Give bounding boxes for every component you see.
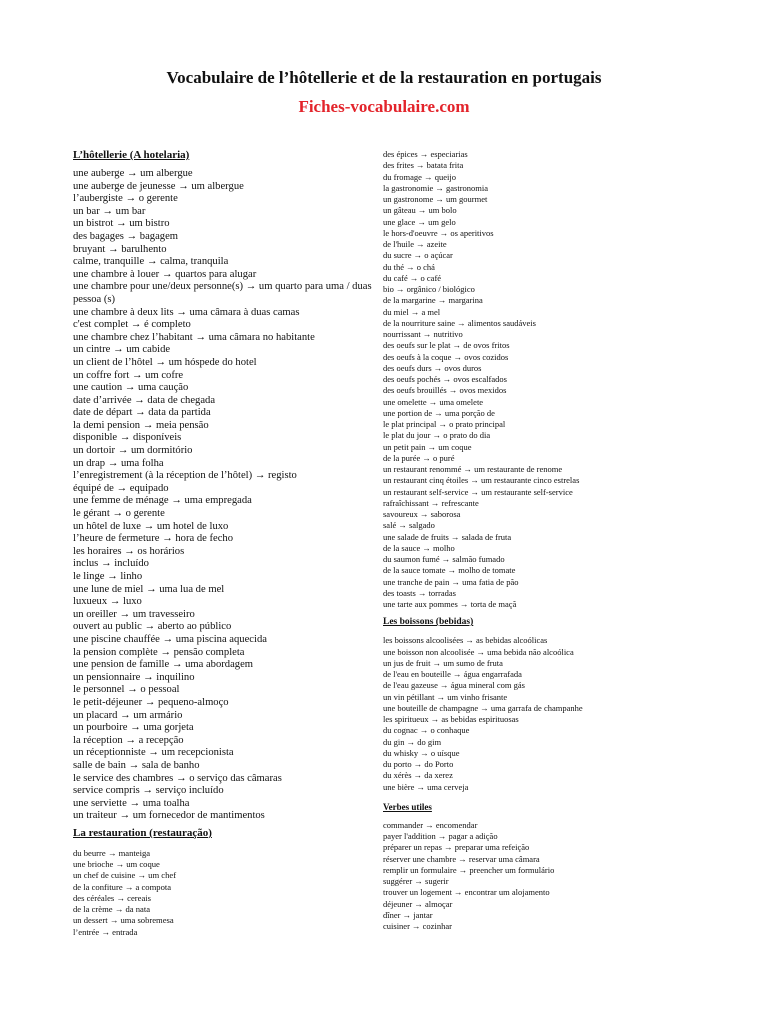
vocab-item: un oreiller → um travesseiro xyxy=(73,608,195,620)
vocab-item: salé → salgado xyxy=(383,520,435,531)
vocab-item: dîner → jantar xyxy=(383,909,433,920)
vocab-item: les spiritueux → as bebidas espirituosas xyxy=(383,714,519,724)
vocab-item: de la crème → da nata xyxy=(73,904,151,915)
vocab-item: une lune de miel → uma lua de mel xyxy=(73,583,225,595)
vocab-item: une piscine chauffée → uma piscina aquecida xyxy=(73,633,267,645)
vocab-item: un restaurant cinq étoiles → um restaurante cinco estrelas xyxy=(383,475,580,486)
vocab-item: l’aubergiste → o gerente xyxy=(73,193,178,205)
vocab-item: un gâteau → um bolo xyxy=(383,205,457,216)
vocab-item: du saumon fumé → salmão fumado xyxy=(383,554,505,564)
vocab-item: des bagages → bagagem xyxy=(73,230,179,242)
section-heading-boissons: Les boissons (bebidas) xyxy=(383,617,474,628)
vocab-item: un restaurant self-service → um restaurante self-service xyxy=(383,486,573,497)
vocab-item: un placard → um armário xyxy=(73,709,183,721)
vocab-item: réserver une chambre → reservar uma câmara xyxy=(383,853,540,864)
vocab-item: du cognac → o conhaque xyxy=(383,725,470,736)
vocab-item: une boisson non alcoolisée → uma bebida não alcoólica xyxy=(383,646,574,657)
vocab-item: une pension de famille → uma abordagem xyxy=(73,659,254,671)
vocab-item: du beurre → manteiga xyxy=(73,847,151,858)
vocab-item: un dessert → uma sobremesa xyxy=(73,915,174,926)
vocab-item: des oeufs à la coque → ovos cozidos xyxy=(383,351,509,362)
vocab-item: suggérer → sugerir xyxy=(383,876,449,886)
vocab-item: un jus de fruit → um sumo de fruta xyxy=(383,657,503,668)
vocab-item: du porto → do Porto xyxy=(383,759,454,769)
vocab-item: un pourboire → uma gorjeta xyxy=(73,722,194,734)
vocab-item: les horaires → os horários xyxy=(73,545,185,557)
vocab-item: un dortoir → um dormitório xyxy=(73,445,193,457)
vocab-item: un cintre → um cabide xyxy=(73,344,171,356)
vocab-item: bio → orgânico / biológico xyxy=(383,284,475,294)
vocab-item: des oeufs sur le plat → de ovos fritos xyxy=(383,340,510,351)
list-hotellerie xyxy=(73,168,385,823)
vocab-item: salle de bain → sala de banho xyxy=(73,759,200,771)
vocab-item: un bar → um bar xyxy=(73,205,146,217)
page-title: Vocabulaire de l’hôtellerie et de la restauration en portugais xyxy=(166,68,602,87)
vocab-item: le personnel → o pessoal xyxy=(73,684,180,696)
vocab-item: l’enregistrement (à la réception de l’hôtel) → registo xyxy=(73,470,297,482)
vocab-item: des oeufs pochés → ovos escalfados xyxy=(383,374,507,384)
vocab-item: une salade de fruits → salada de fruta xyxy=(383,531,512,542)
vocab-item: un chef de cuisine → um chef xyxy=(73,870,177,881)
vocab-item: un vin pétillant → um vinho frisante xyxy=(383,691,508,702)
vocab-item: inclus → incluído xyxy=(73,558,149,570)
vocab-item: la gastronomie → gastronomia xyxy=(383,182,489,193)
vocab-item: une auberge de jeunesse → um albergue xyxy=(73,180,244,192)
vocab-item: une tranche de pain → uma fatia de pão xyxy=(383,576,519,587)
vocab-item: l’heure de fermeture → hora de fecho xyxy=(73,533,233,545)
vocab-item: le hors-d'oeuvre → os aperitivos xyxy=(383,227,494,238)
vocab-item: une chambre pour une/deux personne(s) → um quarto para uma / duas pessoa (s) xyxy=(73,281,372,305)
vocab-item: une auberge → um albergue xyxy=(73,168,193,179)
vocab-item: une femme de ménage → uma empregada xyxy=(73,495,252,507)
vocab-item: un gastronome → um gourmet xyxy=(383,194,488,204)
vocab-item: date d’arrivée → data de chegada xyxy=(73,394,216,406)
vocab-item: du café → o café xyxy=(383,272,442,283)
vocab-item: payer l'addition → pagar a adição xyxy=(383,831,498,841)
vocab-item: du whisky → o uísque xyxy=(383,747,460,758)
vocab-item: de l'eau en bouteille → água engarrafada xyxy=(383,669,522,679)
vocab-item: des toasts → torradas xyxy=(383,587,456,598)
vocab-item: le plat du jour → o prato do dia xyxy=(383,430,491,441)
vocab-item: nourrissant → nutritivo xyxy=(383,329,463,339)
vocab-item: du xérès → da xerez xyxy=(383,770,453,781)
vocab-item: un pensionnaire → inquilino xyxy=(73,671,195,683)
vocab-item: du thé → o chá xyxy=(383,261,435,272)
vocab-item: du gin → do gim xyxy=(383,736,442,747)
vocab-item: le petit-déjeuner → pequeno-almoço xyxy=(73,696,229,708)
site-name: Fiches-vocabulaire.com xyxy=(298,97,470,116)
vocab-item: une brioche → um coque xyxy=(73,859,160,870)
vocab-item: le plat principal → o prato principal xyxy=(383,419,506,429)
vocab-item: savoureux → saborosa xyxy=(383,509,461,519)
vocab-item: les boissons alcoolisées → as bebidas alcoólicas xyxy=(383,635,548,646)
section-heading-hotellerie: L’hôtellerie (A hotelaria) xyxy=(73,149,190,161)
vocab-item: ouvert au public → aberto ao público xyxy=(73,621,232,633)
vocab-item: la pension complète → pensão completa xyxy=(73,646,245,658)
vocab-item: équipé de → equipado xyxy=(73,482,169,494)
vocab-item: l’entrée → entrada xyxy=(73,926,138,937)
vocab-item: une glace → um gelo xyxy=(383,216,456,227)
vocab-item: de la margarine → margarina xyxy=(383,295,483,306)
vocab-item: bruyant → barulhento xyxy=(73,243,167,255)
list-boissons xyxy=(383,635,768,793)
vocab-item: préparer un repas → preparar uma refeição xyxy=(383,842,530,853)
vocab-item: commander → encomendar xyxy=(383,819,478,830)
vocab-item: des céréales → cereais xyxy=(73,892,152,903)
vocab-item: une serviette → uma toalha xyxy=(73,797,190,809)
vocab-item: une bière → uma cerveja xyxy=(383,781,469,792)
vocab-item: rafraîchissant → refrescante xyxy=(383,497,479,508)
section-heading-verbes: Verbes utiles xyxy=(383,801,432,812)
right-column xyxy=(383,149,768,932)
vocab-item: la réception → a recepção xyxy=(73,734,184,746)
vocab-item: un client de l’hôtel → um hóspede do hotel xyxy=(73,356,257,368)
vocab-item: une portion de → uma porção de xyxy=(383,407,495,418)
vocab-item: trouver un logement → encontrar um alojamento xyxy=(383,887,550,898)
vocab-item: un réceptionniste → um recepcionista xyxy=(73,747,234,759)
vocab-item: des frites → batata frita xyxy=(383,160,464,171)
vocab-item: luxueux → luxo xyxy=(73,596,142,608)
vocab-item: c'est complet → é completo xyxy=(73,319,191,331)
vocab-item: la demi pension → meia pensão xyxy=(73,419,209,431)
vocab-item: le gérant → o gerente xyxy=(73,508,165,520)
vocab-item: de la purée → o puré xyxy=(383,452,455,463)
vocab-item: cuisiner → cozinhar xyxy=(383,921,452,931)
vocab-item: un coffre fort → um cofre xyxy=(73,369,184,381)
vocab-item: une tarte aux pommes → torta de maçã xyxy=(383,599,517,609)
vocab-item: un traiteur → um fornecedor de mantimentos xyxy=(73,810,265,822)
vocab-item: de la sauce tomate → molho de tomate xyxy=(383,565,516,576)
vocab-item: du fromage → queijo xyxy=(383,171,456,182)
section-heading-restauration: La restauration (restauração) xyxy=(73,826,212,839)
vocab-item: une chambre à louer → quartos para alugar xyxy=(73,268,257,280)
vocab-item: des oeufs brouillés → ovos mexidos xyxy=(383,385,507,396)
vocab-item: un drap → uma folha xyxy=(73,457,164,469)
vocab-item: de la sauce → molho xyxy=(383,542,455,553)
vocab-item: un hôtel de luxe → um hotel de luxo xyxy=(73,520,229,532)
list-restauration-part2 xyxy=(383,149,768,610)
vocab-item: déjeuner → almoçar xyxy=(383,898,453,909)
vocab-item: de l'huile → azeite xyxy=(383,239,447,249)
vocab-item: des oeufs durs → ovos duros xyxy=(383,362,482,373)
vocab-item: disponible → disponíveis xyxy=(73,432,182,444)
vocab-item: du sucre → o açúcar xyxy=(383,250,453,261)
vocab-item: de la nourriture saine → alimentos saudáveis xyxy=(383,317,536,328)
vocab-item: un petit pain → um coque xyxy=(383,441,472,452)
vocab-item: remplir un formulaire → preencher um formulário xyxy=(383,864,555,875)
vocab-item: du miel → a mel xyxy=(383,306,441,317)
vocab-item: de l'eau gazeuse → água mineral com gás xyxy=(383,680,525,691)
vocab-item: un restaurant renommé → um restaurante de renome xyxy=(383,464,563,474)
vocab-item: le linge → linho xyxy=(73,571,143,582)
vocab-item: une chambre chez l’habitant → uma câmara no habitante xyxy=(73,331,315,343)
vocab-item: de la confiture → a compota xyxy=(73,881,172,892)
list-restauration-part1 xyxy=(73,848,385,938)
list-verbes xyxy=(383,820,768,933)
vocab-item: service compris → serviço incluído xyxy=(73,785,224,797)
vocab-item: calme, tranquille → calma, tranquila xyxy=(73,256,229,268)
left-column xyxy=(73,149,385,938)
vocab-item: un bistrot → um bistro xyxy=(73,218,170,230)
vocab-item: une chambre à deux lits → uma câmara à duas camas xyxy=(73,306,300,318)
vocab-item: une omelette → uma omelete xyxy=(383,396,484,407)
vocab-item: une caution → uma caução xyxy=(73,382,189,394)
vocab-item: date de départ → data da partida xyxy=(73,407,211,419)
vocab-item: une bouteille de champagne → uma garrafa de champanhe xyxy=(383,702,583,713)
vocab-item: le service des chambres → o serviço das câmaras xyxy=(73,772,282,784)
vocab-item: des épices → especiarias xyxy=(383,149,468,159)
